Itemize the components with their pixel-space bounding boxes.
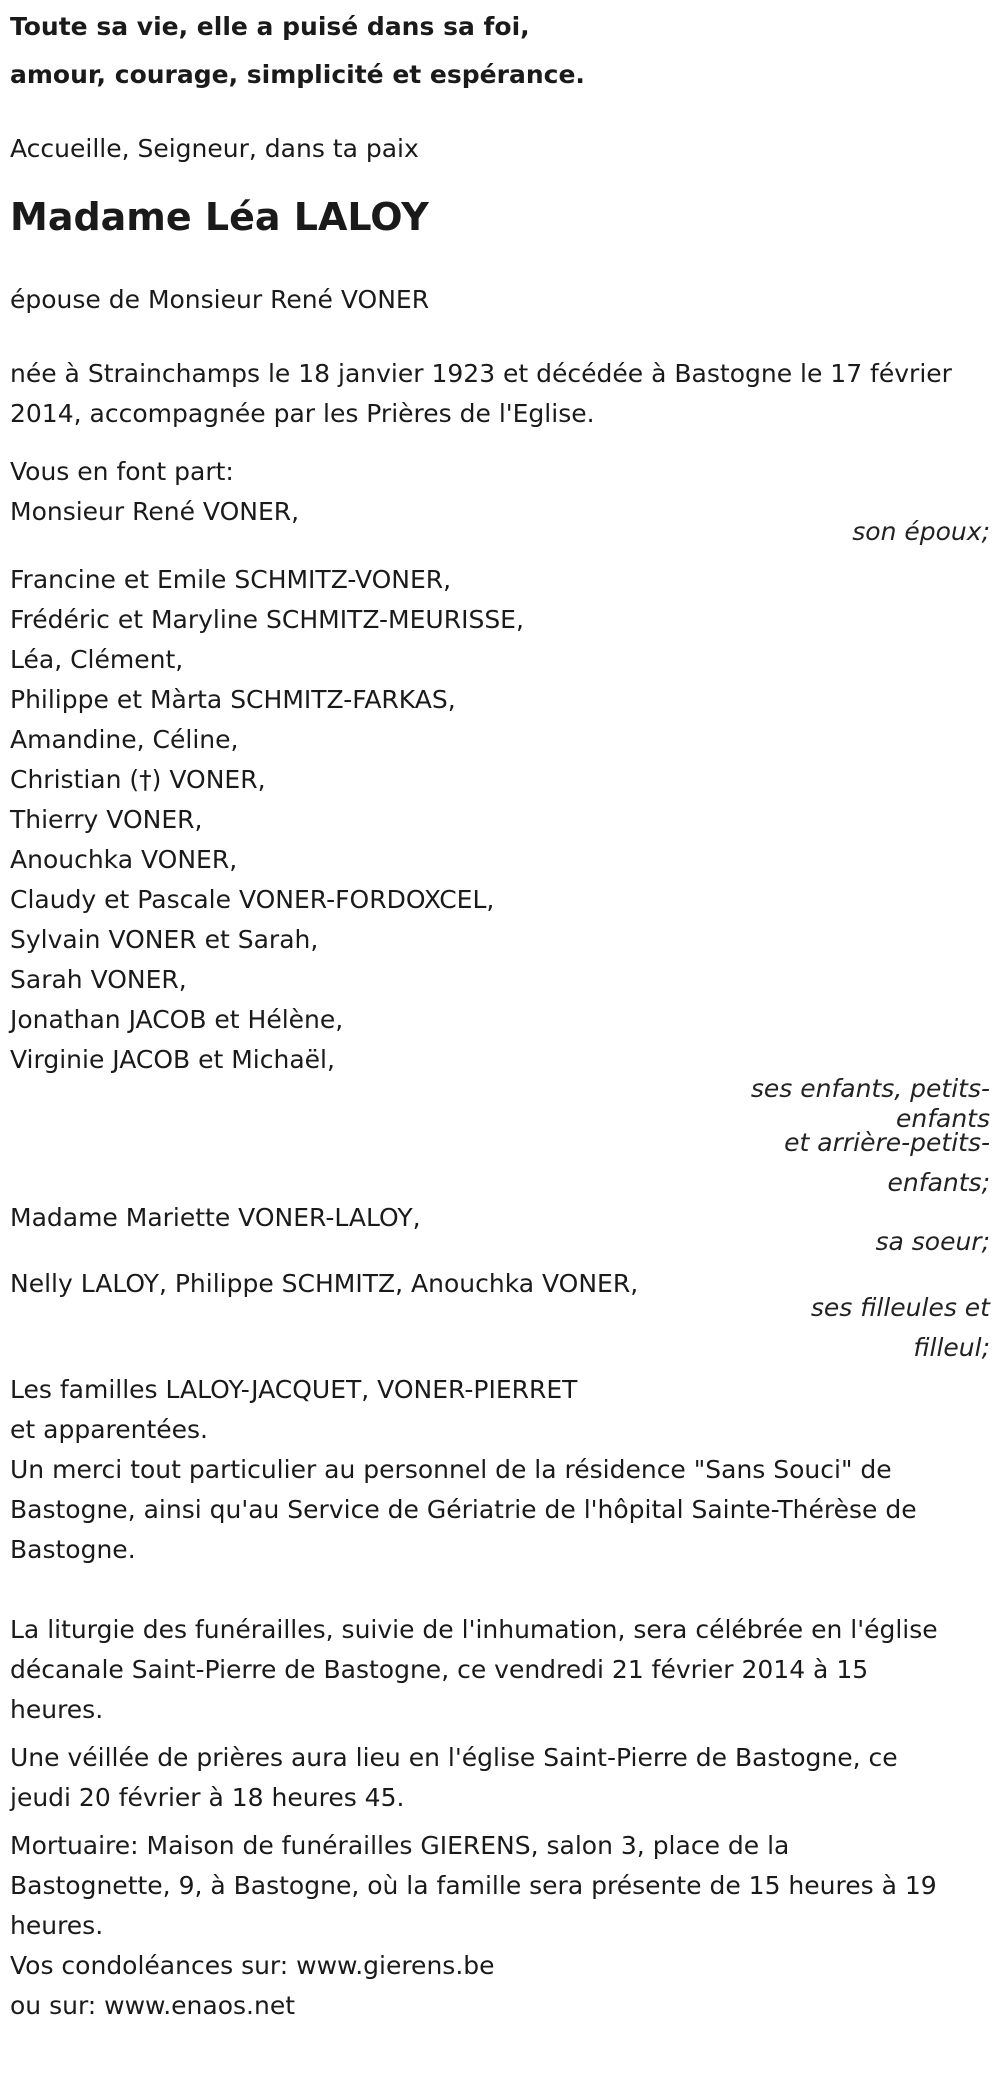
sister-role-text: sa soeur; bbox=[875, 1227, 990, 1256]
quote-block bbox=[10, 0, 990, 99]
list-item: Léa, Clément, bbox=[10, 645, 184, 674]
vigil-block bbox=[10, 1738, 990, 1818]
list-item: Sarah VONER, bbox=[10, 965, 187, 994]
godchildren-names: Nelly LALOY, Philippe SCHMITZ, Anouchka VONER, bbox=[10, 1269, 639, 1298]
list-item: Frédéric et Maryline SCHMITZ-MEURISSE, bbox=[10, 605, 524, 634]
sister-name: Madame Mariette VONER-LALOY, bbox=[10, 1203, 421, 1232]
announcement-block bbox=[10, 452, 990, 2026]
birth-line-2: 2014, accompagnée par les Prières de l'Eglise. bbox=[10, 399, 595, 428]
list-item: Francine et Emile SCHMITZ-VONER, bbox=[10, 565, 452, 594]
list-item: Christian (†) VONER, bbox=[10, 765, 266, 794]
deceased-name: Madame Léa LALOY bbox=[10, 195, 429, 239]
list-item: Sylvain VONER et Sarah, bbox=[10, 925, 319, 954]
birth-death-text bbox=[10, 354, 990, 434]
condolences-line-1: Vos condoléances sur: www.gierens.be bbox=[10, 1951, 495, 1980]
husband-role-text: son époux; bbox=[852, 517, 990, 546]
list-item: Virginie JACOB et Michaël, bbox=[10, 1045, 335, 1074]
godchildren-role-line-1: ses filleules et bbox=[810, 1293, 990, 1322]
vigil-line-1: Une véillée de prières aura lieu en l'église Saint-Pierre de Bastogne, ce bbox=[10, 1743, 898, 1772]
liturgy-block bbox=[10, 1610, 990, 1730]
children-role bbox=[10, 1074, 990, 1198]
mortuary-line-1: Mortuaire: Maison de funérailles GIERENS, salon 3, place de la bbox=[10, 1831, 790, 1860]
announce-intro: Vous en font part: bbox=[10, 457, 234, 486]
list-item: Philippe et Màrta SCHMITZ-FARKAS, bbox=[10, 685, 456, 714]
quote-line-2: amour, courage, simplicité et espérance. bbox=[10, 60, 585, 89]
families-line-1: Les familles LALOY-JACQUET, VONER-PIERRET bbox=[10, 1375, 578, 1404]
list-item: Thierry VONER, bbox=[10, 805, 203, 834]
liturgy-line-3: heures. bbox=[10, 1695, 104, 1724]
birth-line-1: née à Strainchamps le 18 janvier 1923 et décédée à Bastogne le 17 février bbox=[10, 359, 952, 388]
children-role-line-4: enfants; bbox=[887, 1168, 990, 1197]
mortuary-block bbox=[10, 1826, 990, 1946]
godchildren-role-line-2: filleul; bbox=[913, 1333, 990, 1362]
list-item: Jonathan JACOB et Hélène, bbox=[10, 1005, 344, 1034]
thanks-line-3: Bastogne. bbox=[10, 1535, 136, 1564]
mortuary-line-2: Bastognette, 9, à Bastogne, où la famille sera présente de 15 heures à 19 bbox=[10, 1871, 937, 1900]
thanks-line-1: Un merci tout particulier au personnel de la résidence "Sans Souci" de bbox=[10, 1455, 892, 1484]
thanks-line-2: Bastogne, ainsi qu'au Service de Gériatrie de l'hôpital Sainte-Thérèse de bbox=[10, 1495, 917, 1524]
list-item: Amandine, Céline, bbox=[10, 725, 239, 754]
prayer-line: Accueille, Seigneur, dans ta paix bbox=[10, 134, 419, 163]
children-role-line-3: et arrière-petits- bbox=[784, 1128, 990, 1157]
liturgy-line-2: décanale Saint-Pierre de Bastogne, ce vendredi 21 février 2014 à 15 bbox=[10, 1655, 869, 1684]
families-line-2: et apparentées. bbox=[10, 1415, 208, 1444]
children-list bbox=[10, 560, 990, 1080]
mortuary-line-3: heures. bbox=[10, 1911, 104, 1940]
children-role-line-2: enfants bbox=[895, 1104, 990, 1133]
children-role-line-1: ses enfants, petits- bbox=[750, 1074, 990, 1103]
vigil-line-2: jeudi 20 février à 18 heures 45. bbox=[10, 1783, 405, 1812]
liturgy-line-1: La liturgie des funérailles, suivie de l'inhumation, sera célébrée en l'église bbox=[10, 1615, 938, 1644]
spouse-line: épouse de Monsieur René VONER bbox=[10, 285, 430, 314]
quote-line-1: Toute sa vie, elle a puisé dans sa foi, bbox=[10, 12, 530, 41]
list-item: Claudy et Pascale VONER-FORDOXCEL, bbox=[10, 885, 495, 914]
condolences-line-2: ou sur: www.enaos.net bbox=[10, 1991, 295, 2020]
list-item: Anouchka VONER, bbox=[10, 845, 238, 874]
husband-name: Monsieur René VONER, bbox=[10, 497, 300, 526]
